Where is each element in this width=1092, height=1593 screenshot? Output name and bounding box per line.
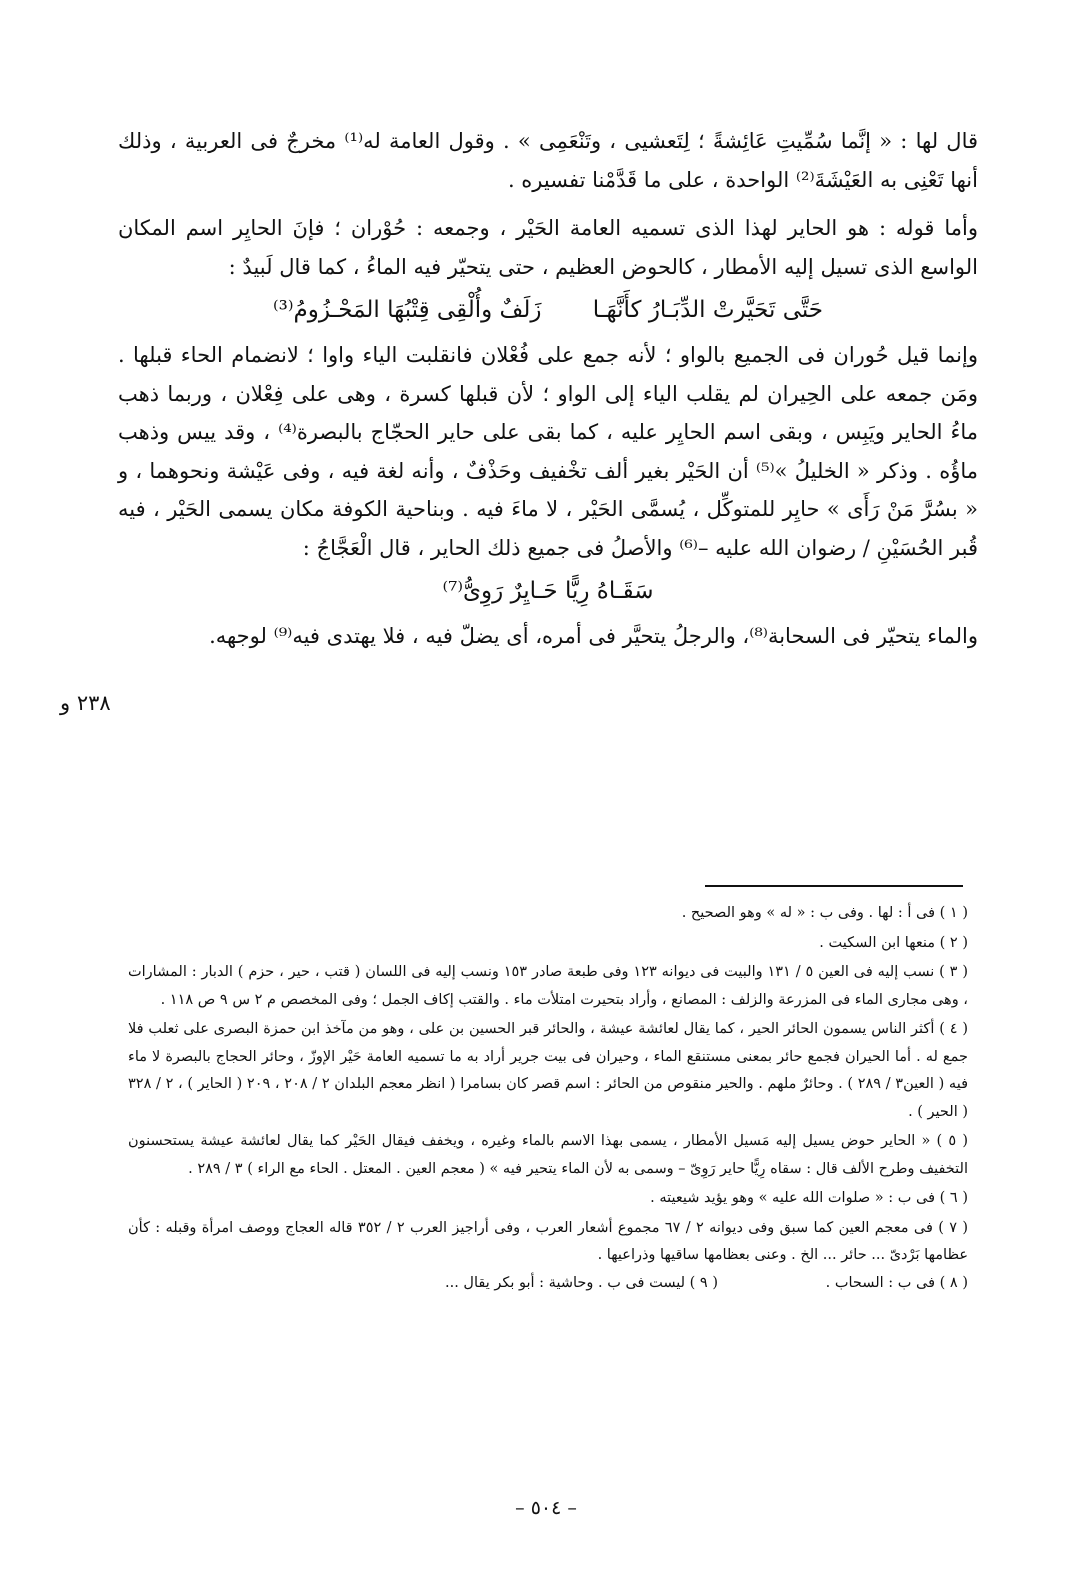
footnote-7: ( ٧ ) فى معجم العين كما سبق وفى ديوانه ٢ / ٦٧ مجموع أشعار العرب ، وفى أراجيز العرب ٢ / ٣٥٢ قاله العجاج ووصف امرأة وقبله : كأن عظامها بَرْدىّ ... حائر ... الخ . وعنى بعظامها ساقيها وذراعيها . [128, 1219, 968, 1263]
footnote-9: ( ٩ ) ليست فى ب . وحاشية : أبو بكر يقال ... [445, 1274, 718, 1291]
footnote-5: ( ٥ ) « الحاير حوض يسيل إليه مَسيل الأمطار ، يسمى بهذا الاسم بالماء وغيره ، ويخفف فيقال الحَيْر كما يقال لعائشة عيشة يستحسنون التخفيف وطرح الألف قال : سقاه رِيًّا حاير رَوِىّ – وسمى به لأن الماء يتحير فيه » ( معجم العين . المعتل . الحاء مع الراء ) ٣ / ٢٨٩ . [128, 1133, 968, 1177]
footnote-separator [705, 885, 963, 887]
paragraph-1: قال لها : « إنَّما سُمِّيتِ عَائِشةً ؛ لِتَعشيى ، وتَنْعَمِى » . وقول العامة له⁽¹⁾ مخرجٌ فى العربية ، وذلك أنها تَعْنِى به العَيْشَةَ⁽²⁾ الواحدة ، على ما قَدَّمْنا تفسيره . [118, 129, 979, 192]
footnote-6: ( ٦ ) فى ب : « صلوات الله عليه » وهو يؤيد شيعيته . [650, 1190, 968, 1206]
paragraph-3: وإنما قيل حُوران فى الجميع بالواو ؛ لأنه جمع على فُعْلان فانقلبت الياء واوا ؛ لانضمام الحاء قبلها . ومَن جمعه على الحِيران لم يقلب الياء إلى الواو ؛ لأن قبلها كسرة ، وهى على فِعْلان ، وربما ذهب ماءُ الحاير ويَبِس ، وبقى اسم الحايِر عليه ، كما بقى على حاير الحجّاج بالبصرة⁽⁴⁾ ، وقد ييس وذهب ماؤُه . وذكر « الخليلُ »⁽⁵⁾ أن الحَيْر بغير ألف تخْفيف وحَذْفٌ ، وأنه لغة فيه ، وفى عَيْشة ونحوهما ، و « بسُرَّ مَنْ رَأَى » حايِر للمتوكِّل ، يُسمَّى الحَيْر ، لا ماءَ فيه . وبناحية الكوفة مكان يسمى الحَيْر ، فيه قُبر الحُسَيْنِ / رضوان الله عليه –⁽⁶⁾ والأصلُ فى جميع ذلك الحاير ، قال الْعَجَّاجُ : [118, 343, 978, 560]
main-text [118, 122, 978, 656]
footnote-1: ( ١ ) فى أ : لها . وفى ب : « له » وهو الصحيح . [681, 905, 968, 921]
footnote-2: ( ٢ ) منعها ابن السكيت . [819, 934, 968, 951]
verse-first-hemistich: حَتَّى تَحَيَّرتْ الدِّبَـارُ كأَنَّهَـا [592, 297, 824, 323]
verse-ajjaj: سَقَـاهُ رِيًّا حَـايِرٌ رَوِىُّ⁽⁷⁾ [442, 578, 654, 604]
footnote-8: ( ٨ ) فى ب : السحاب . [825, 1274, 968, 1291]
verse-second-hemistich: زَلَفٌ وأُلْقِى قِتْبُهَا المَحْـزُومُ⁽³⁾ [272, 297, 542, 323]
manuscript-folio-note: ٢٣٨ و [60, 691, 111, 715]
verse-labid [118, 290, 978, 330]
footnote-4: ( ٤ ) أكثر الناس يسمون الحائر الحير ، كما يقال لعائشة عيشة ، والحائر قبر الحسين بن على ، وهو من مآخذ ابن حمزة البصرى على ثعلب فلا جمع له . أما الحيران فجمع حائر بمعنى مستنقع الماء ، وحيران فى بيت جرير أراد به ما تسميه العامة حَيْر الإوزّ ، وحائر الحجاج بالبصرة لا ماء فيه ( العين٣ / ٢٨٩ ) . وحائرٌ ملهم . والحير منقوص من الحائر : اسم قصر كان بسامرا ( انظر معجم البلدان ٢ / ٢٠٨ ، ٢٠٩ ( الحاير ) ، ٢ / ٣٢٨ ( الحير ) . [128, 1021, 968, 1120]
paragraph-4: والماء يتحيّر فى السحابة⁽⁸⁾، والرجلُ يتحيَّر فى أمره، أى يضلّ فيه ، فلا يهتدى فيه⁽⁹⁾ لوجهه. [209, 624, 978, 648]
page-number: – ٥٠٤ – [515, 1497, 577, 1519]
paragraph-2: وأما قوله : هو الحاير لهذا الذى تسميه العامة الحَيْر ، وجمعه : حُوْران ؛ فإنَ الحايِر اسم المكان الواسع الذى تسيل إليه الأمطار ، كالحوض العظيم ، حتى يتحيّر فيه الماءُ ، كما قال لَبيدٌ : [118, 216, 978, 279]
footnote-3: ( ٣ ) نسب إليه فى العين ٥ / ١٣١ والبيت فى ديوانه ١٢٣ وفى طبعة صادر ١٥٣ ونسب إليه فى اللسان ( قتب ، حير ، حزم ) الدبار : المشارات ، وهى مجارى الماء فى المزرعة والزلف : المصانع ، وأراد بتحيرت امتلأت ماء . والقتب إكاف الجمل ؛ وفى المخصص م ٢ س ٩ ص ١١٨ . [128, 964, 968, 1008]
footnotes [128, 898, 968, 1297]
footnotes-8-9-row [128, 1270, 968, 1298]
